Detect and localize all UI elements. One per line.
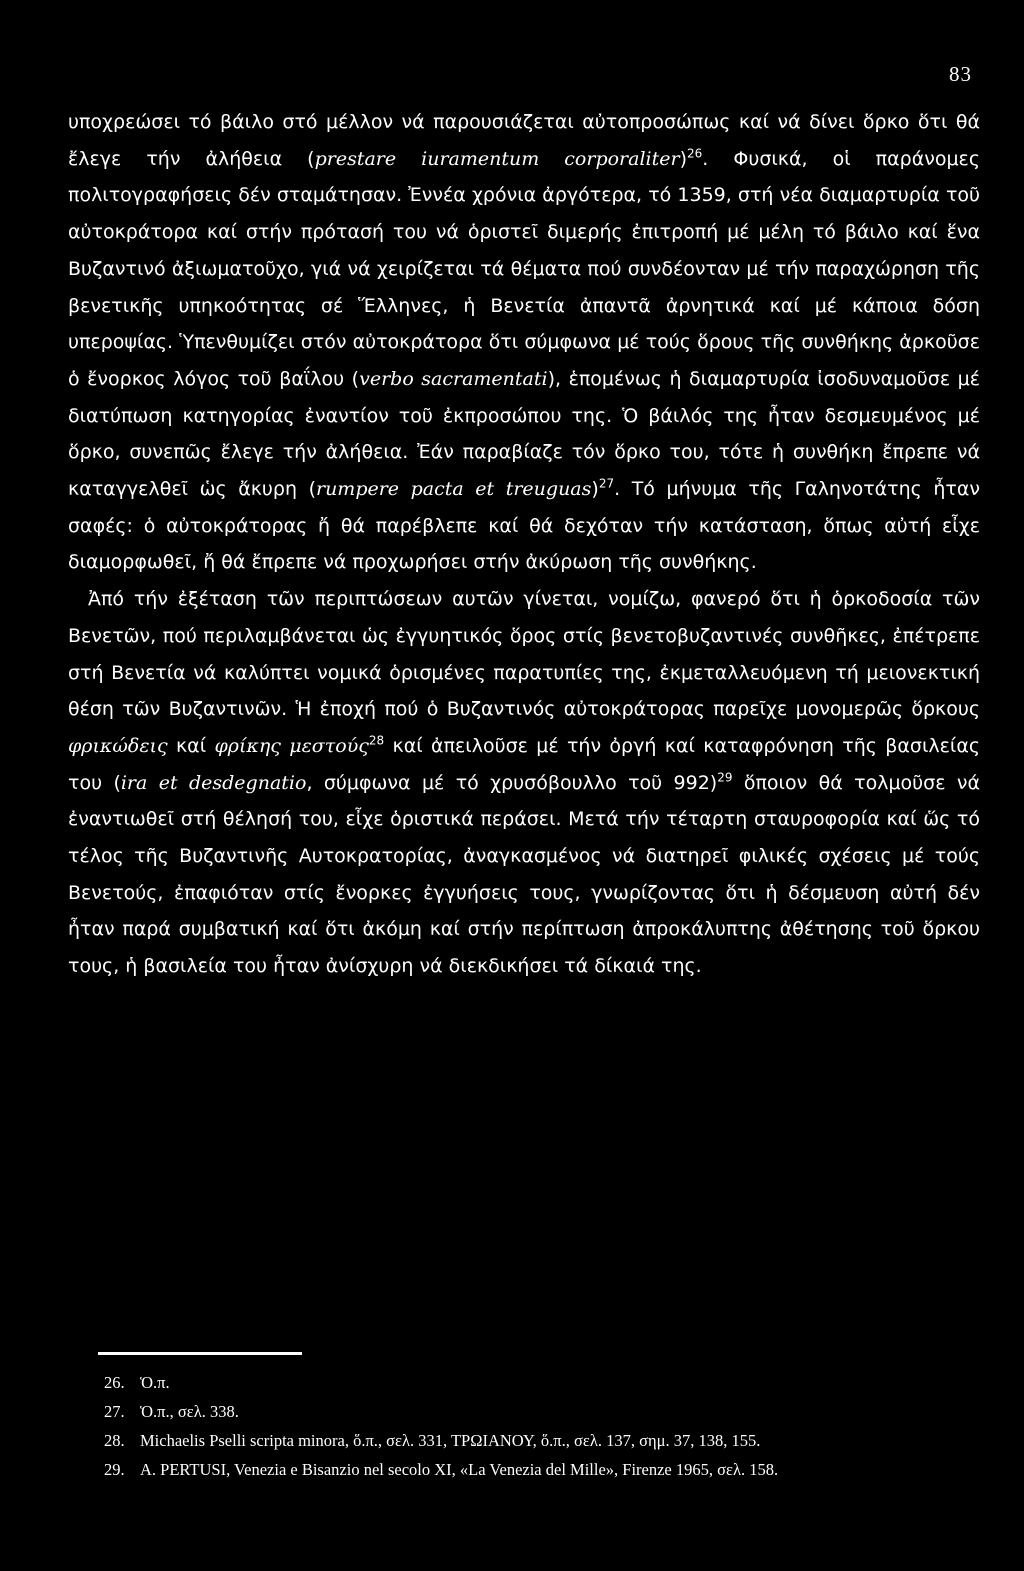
body-text	[68, 104, 980, 985]
footnote-text: A. PERTUSI, Venezia e Bisanzio nel secolo XI, «La Venezia del Mille», Firenze 1965, σελ. 158.	[140, 1460, 779, 1479]
latin-phrase: prestare iuramentum corporaliter	[314, 147, 680, 170]
text-segment: )	[679, 147, 688, 170]
greek-quote: φρικώδεις	[68, 734, 168, 757]
latin-phrase: rumpere pacta et treuguas	[315, 478, 592, 501]
footnote-divider	[98, 1352, 302, 1355]
footnote-number: 26.	[104, 1373, 125, 1392]
footnote-text: Ὁ.π.	[140, 1373, 170, 1392]
text-segment: , σύμφωνα μέ τό χρυσόβουλλο τοῦ 992)	[306, 771, 718, 794]
footnote-26	[64, 1368, 976, 1397]
footnote-ref-26: 26	[687, 146, 703, 161]
text-segment: . Φυσικά, οἱ παράνομες πολιτογραφήσεις δέν σταμάτησαν. Ἐννέα χρόνια ἀργότερα, τό 1359, στή νέα διαμαρτυρία τοῦ αὐτοκράτορα καί στήν πρότασή του νά ὁριστεῖ διμερής ἐπιτροπή μέ μέλη τό βάιλο καί ἕνα Βυζαντινό ἀξιωματοῦχο, γιά νά χειρίζεται τά θέματα πού συνδέονταν μέ τήν παραχώρηση τῆς βενετικῆς υπηκοότητας σέ Ἕλληνες, ἡ Βενετία ἀπαντᾶ ἀρνητικά καί μέ κάποια δόση υπεροψίας. Ὑπενθυμίζει στόν αὐτοκράτορα ὅτι σύμφωνα μέ τούς ὅρους τῆς συνθήκης ἀρκοῦσε ὁ ἔνορκος λόγος τοῦ βαΐλου (	[68, 147, 980, 390]
footnotes	[64, 1368, 976, 1484]
footnote-text: Michaelis Pselli scripta minora, ὅ.π., σελ. 331, ΤΡΩΙΑΝΟΥ, ὅ.π., σελ. 137, σημ. 37, 138, 155.	[140, 1431, 761, 1450]
footnote-number: 29.	[104, 1460, 125, 1479]
footnote-number: 28.	[104, 1431, 125, 1450]
footnote-29	[64, 1455, 976, 1484]
text-segment: . Τό μήνυμα τῆς Γαληνοτάτης ἦταν σαφές: ὁ αὐτοκράτορας ἤ θά παρέβλεπε καί θά δεχόταν τήν κατάσταση, ὅπως αὐτή εἶχε διαμορφωθεῖ, ἤ θά ἔπρεπε νά προχωρήσει στήν ἀκύρωση τῆς συνθήκης.	[68, 478, 980, 574]
paragraph-1	[68, 104, 980, 581]
greek-quote: φρίκης μεστούς	[214, 734, 369, 757]
footnote-ref-29: 29	[717, 770, 733, 785]
text-segment: υποχρεώσει τό βάιλο στό μέλλον νά παρουσιάζεται αὐτοπροσώπως καί νά δίνει ὅρκο ὅτι θά ἔλεγε τήν ἀλήθεια (	[68, 111, 980, 170]
latin-phrase: verbo sacramentati	[359, 367, 548, 390]
footnote-ref-28: 28	[368, 733, 385, 748]
latin-phrase: ira et desdegnatio	[120, 771, 307, 794]
footnote-text: Ὁ.π., σελ. 338.	[140, 1402, 239, 1421]
text-segment: ), ἑπομένως ἡ διαμαρτυρία ἰσοδυναμοῦσε μέ διατύπωση κατηγορίας ἐναντίον τοῦ ἐκπροσώπου της. Ὁ βάιλός της ἦταν δεσμευμένος μέ ὅρκο, συνεπῶς ἔλεγε τήν ἀλήθεια. Ἐάν παραβίαζε τόν ὅρκο του, τότε ἡ συνθήκη ἔπρεπε νά καταγγελθεῖ ὡς ἄκυρη (	[68, 367, 980, 501]
footnote-27	[64, 1397, 976, 1426]
text-segment: )	[591, 478, 599, 501]
text-segment: Ἀπό τήν ἐξέταση τῶν περιπτώσεων αυτῶν γίνεται, νομίζω, φανερό ὅτι ἡ ὁρκοδοσία τῶν Βενετῶν, πού περιλαμβάνεται ὡς ἐγγυητικός ὅρος στίς βενετοβυζαντινές συνθῆκες, ἐπέτρεπε στή Βενετία νά καλύπτει νομικά ὁρισμένες παρατυπίες της, ἐκμεταλλευόμενη τή μειονεκτική θέση τῶν Βυζαντινῶν. Ἡ ἐποχή πού ὁ Βυζαντινός αὐτοκράτορας παρεῖχε μονομερῶς ὅρκους	[68, 588, 980, 721]
footnote-number: 27.	[104, 1402, 125, 1421]
paragraph-2	[68, 581, 980, 985]
text-segment: καί ἀπειλοῦσε μέ τήν ὀργή καί καταφρόνηση τῆς βασιλείας του (	[68, 734, 980, 794]
text-segment: καί	[167, 734, 215, 757]
page-number: 83	[949, 62, 972, 86]
text-segment: ὅποιον θά τολμοῦσε νά ἐναντιωθεῖ στή θέλησή του, εἶχε ὁριστικά περάσει. Μετά τήν τέταρτη σταυροφορία καί ὥς τό τέλος τῆς Βυζαντινῆς Αυτοκρατορίας, ἀναγκασμένος νά διατηρεῖ φιλικές σχέσεις μέ τούς Βενετούς, ἐπαφιόταν στίς ἔνορκες ἐγγυήσεις τους, γνωρίζοντας ὅτι ἡ δέσμευση αὐτή δέν ἦταν παρά συμβατική καί ὅτι ἀκόμη καί στήν περίπτωση ἀπροκάλυπτης ἀθέτησης τοῦ ὅρκου τους, ἡ βασιλεία του ἦταν ἀνίσχυρη νά διεκδικήσει τά δίκαιά της.	[68, 771, 980, 978]
footnote-ref-27: 27	[598, 476, 615, 491]
footnote-28	[64, 1426, 976, 1455]
